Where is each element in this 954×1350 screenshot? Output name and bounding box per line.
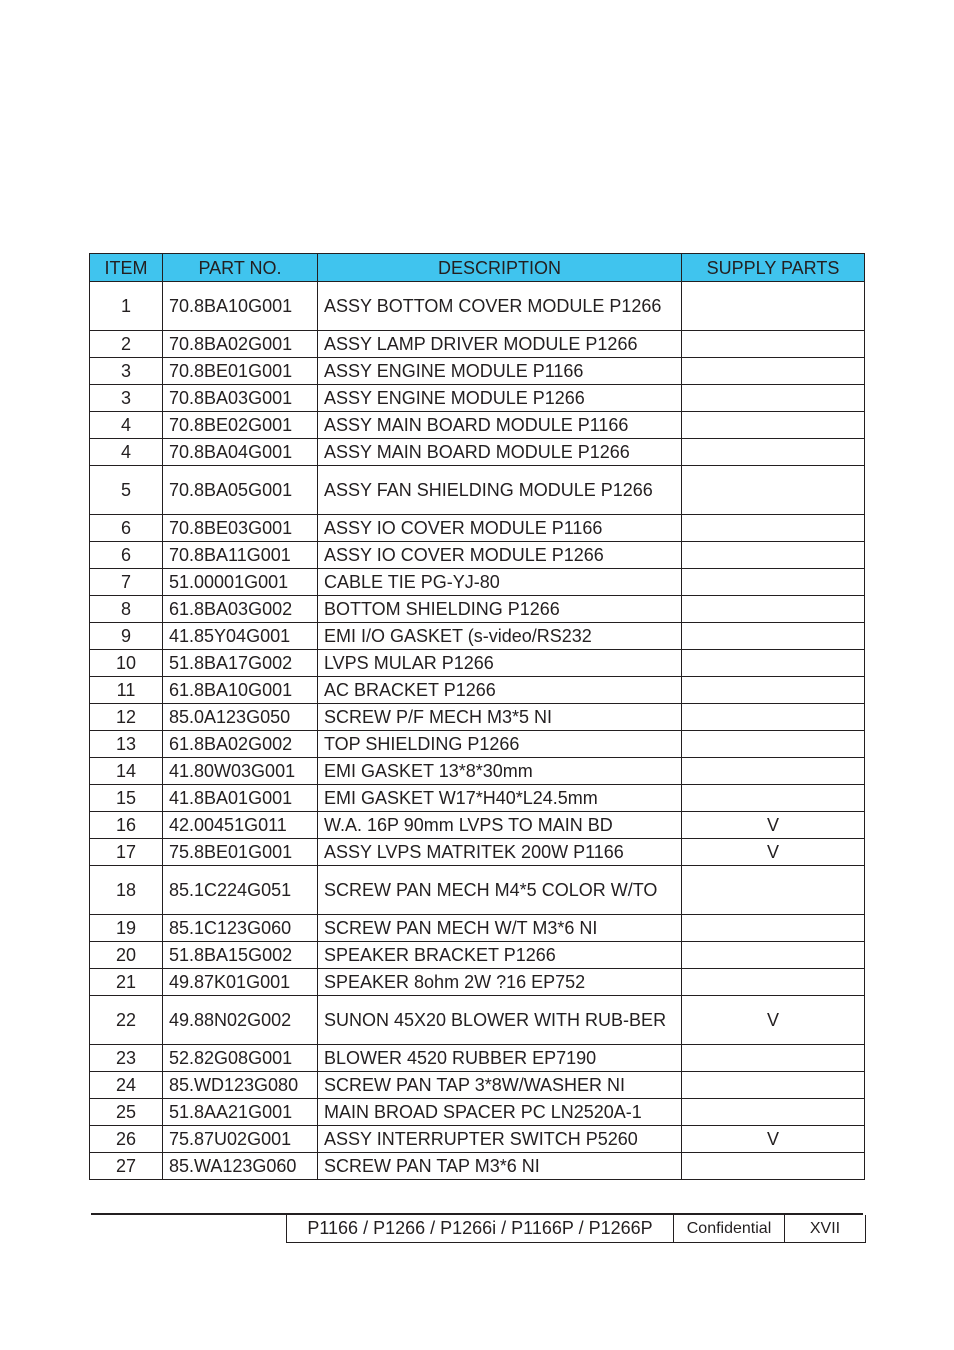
supply-parts-cell (682, 331, 865, 358)
description-cell: BOTTOM SHIELDING P1266 (318, 596, 682, 623)
description-cell: SPEAKER BRACKET P1266 (318, 942, 682, 969)
table-row (90, 515, 865, 542)
item-cell: 4 (90, 439, 163, 466)
footer-models: P1166 / P1266 / P1266i / P1166P / P1266P (287, 1215, 674, 1243)
item-cell: 18 (90, 866, 163, 915)
part-no-cell: 70.8BA11G001 (163, 542, 318, 569)
part-no-cell: 70.8BE02G001 (163, 412, 318, 439)
part-no-cell: 70.8BA02G001 (163, 331, 318, 358)
item-cell: 22 (90, 996, 163, 1045)
item-cell: 10 (90, 650, 163, 677)
item-cell: 11 (90, 677, 163, 704)
table-row (90, 996, 865, 1045)
description-cell: SCREW PAN MECH M4*5 COLOR W/TO (318, 866, 682, 915)
supply-parts-cell (682, 1045, 865, 1072)
item-cell: 5 (90, 466, 163, 515)
supply-parts-cell (682, 569, 865, 596)
supply-parts-cell (682, 385, 865, 412)
item-cell: 20 (90, 942, 163, 969)
item-cell: 3 (90, 358, 163, 385)
table-row (90, 466, 865, 515)
header-part-no: PART NO. (163, 254, 318, 282)
item-cell: 15 (90, 785, 163, 812)
part-no-cell: 70.8BA04G001 (163, 439, 318, 466)
supply-parts-cell: V (682, 839, 865, 866)
part-no-cell: 51.8BA15G002 (163, 942, 318, 969)
item-cell: 23 (90, 1045, 163, 1072)
item-cell: 6 (90, 515, 163, 542)
description-cell: ASSY MAIN BOARD MODULE P1166 (318, 412, 682, 439)
part-no-cell: 85.WD123G080 (163, 1072, 318, 1099)
item-cell: 4 (90, 412, 163, 439)
supply-parts-cell (682, 542, 865, 569)
table-row (90, 1153, 865, 1180)
table-row (90, 412, 865, 439)
item-cell: 16 (90, 812, 163, 839)
table-row (90, 785, 865, 812)
part-no-cell: 51.00001G001 (163, 569, 318, 596)
table-row (90, 969, 865, 996)
part-no-cell: 70.8BA05G001 (163, 466, 318, 515)
description-cell: LVPS MULAR P1266 (318, 650, 682, 677)
table-row (90, 439, 865, 466)
part-no-cell: 70.8BE03G001 (163, 515, 318, 542)
description-cell: AC BRACKET P1266 (318, 677, 682, 704)
part-no-cell: 41.8BA01G001 (163, 785, 318, 812)
supply-parts-cell (682, 942, 865, 969)
description-cell: SCREW PAN TAP 3*8W/WASHER NI (318, 1072, 682, 1099)
item-cell: 6 (90, 542, 163, 569)
description-cell: BLOWER 4520 RUBBER EP7190 (318, 1045, 682, 1072)
supply-parts-cell (682, 915, 865, 942)
table-row (90, 812, 865, 839)
item-cell: 17 (90, 839, 163, 866)
part-no-cell: 85.1C123G060 (163, 915, 318, 942)
parts-list-table (89, 253, 865, 1180)
supply-parts-cell: V (682, 1126, 865, 1153)
description-cell: ASSY ENGINE MODULE P1266 (318, 385, 682, 412)
supply-parts-cell (682, 439, 865, 466)
table-row (90, 596, 865, 623)
supply-parts-cell (682, 731, 865, 758)
item-cell: 25 (90, 1099, 163, 1126)
footer-confidential: Confidential (674, 1215, 785, 1243)
part-no-cell: 61.8BA02G002 (163, 731, 318, 758)
item-cell: 27 (90, 1153, 163, 1180)
footer-page-number: XVII (785, 1215, 866, 1243)
supply-parts-cell (682, 650, 865, 677)
page-footer (286, 1215, 866, 1243)
item-cell: 9 (90, 623, 163, 650)
supply-parts-cell (682, 282, 865, 331)
table-row (90, 1099, 865, 1126)
description-cell: SCREW PAN MECH W/T M3*6 NI (318, 915, 682, 942)
description-cell: CABLE TIE PG-YJ-80 (318, 569, 682, 596)
part-no-cell: 61.8BA03G002 (163, 596, 318, 623)
part-no-cell: 85.WA123G060 (163, 1153, 318, 1180)
part-no-cell: 75.87U02G001 (163, 1126, 318, 1153)
supply-parts-cell (682, 1072, 865, 1099)
part-no-cell: 70.8BA10G001 (163, 282, 318, 331)
supply-parts-cell (682, 358, 865, 385)
item-cell: 3 (90, 385, 163, 412)
table-row (90, 942, 865, 969)
part-no-cell: 85.1C224G051 (163, 866, 318, 915)
item-cell: 26 (90, 1126, 163, 1153)
table-row (90, 839, 865, 866)
supply-parts-cell (682, 758, 865, 785)
table-row (90, 704, 865, 731)
supply-parts-cell (682, 1099, 865, 1126)
description-cell: SUNON 45X20 BLOWER WITH RUB-BER (318, 996, 682, 1045)
supply-parts-cell: V (682, 812, 865, 839)
table-row (90, 542, 865, 569)
table-row (90, 282, 865, 331)
description-cell: ASSY IO COVER MODULE P1166 (318, 515, 682, 542)
description-cell: SCREW PAN TAP M3*6 NI (318, 1153, 682, 1180)
table-row (90, 677, 865, 704)
supply-parts-cell (682, 1153, 865, 1180)
part-no-cell: 52.82G08G001 (163, 1045, 318, 1072)
item-cell: 13 (90, 731, 163, 758)
item-cell: 14 (90, 758, 163, 785)
table-row (90, 569, 865, 596)
header-description: DESCRIPTION (318, 254, 682, 282)
table-row (90, 358, 865, 385)
description-cell: ASSY ENGINE MODULE P1166 (318, 358, 682, 385)
description-cell: EMI GASKET W17*H40*L24.5mm (318, 785, 682, 812)
description-cell: MAIN BROAD SPACER PC LN2520A-1 (318, 1099, 682, 1126)
part-no-cell: 75.8BE01G001 (163, 839, 318, 866)
description-cell: SCREW P/F MECH M3*5 NI (318, 704, 682, 731)
table-row (90, 866, 865, 915)
item-cell: 7 (90, 569, 163, 596)
part-no-cell: 49.88N02G002 (163, 996, 318, 1045)
description-cell: EMI I/O GASKET (s-video/RS232 (318, 623, 682, 650)
supply-parts-cell (682, 412, 865, 439)
supply-parts-cell (682, 704, 865, 731)
part-no-cell: 51.8AA21G001 (163, 1099, 318, 1126)
part-no-cell: 70.8BE01G001 (163, 358, 318, 385)
table-row (90, 1072, 865, 1099)
supply-parts-cell (682, 785, 865, 812)
table-row (90, 758, 865, 785)
header-supply-parts: SUPPLY PARTS (682, 254, 865, 282)
table-row (90, 385, 865, 412)
part-no-cell: 85.0A123G050 (163, 704, 318, 731)
item-cell: 21 (90, 969, 163, 996)
table-row (90, 650, 865, 677)
part-no-cell: 41.85Y04G001 (163, 623, 318, 650)
description-cell: ASSY BOTTOM COVER MODULE P1266 (318, 282, 682, 331)
description-cell: ASSY LAMP DRIVER MODULE P1266 (318, 331, 682, 358)
description-cell: ASSY LVPS MATRITEK 200W P1166 (318, 839, 682, 866)
item-cell: 24 (90, 1072, 163, 1099)
description-cell: ASSY INTERRUPTER SWITCH P5260 (318, 1126, 682, 1153)
part-no-cell: 42.00451G011 (163, 812, 318, 839)
supply-parts-cell (682, 466, 865, 515)
description-cell: W.A. 16P 90mm LVPS TO MAIN BD (318, 812, 682, 839)
description-cell: SPEAKER 8ohm 2W ?16 EP752 (318, 969, 682, 996)
table-row (90, 915, 865, 942)
table-row (90, 331, 865, 358)
table-header-row (90, 254, 865, 282)
part-no-cell: 41.80W03G001 (163, 758, 318, 785)
item-cell: 2 (90, 331, 163, 358)
table-row (90, 623, 865, 650)
parts-table-body (90, 282, 865, 1180)
item-cell: 19 (90, 915, 163, 942)
header-item: ITEM (90, 254, 163, 282)
table-row (90, 1045, 865, 1072)
item-cell: 8 (90, 596, 163, 623)
description-cell: TOP SHIELDING P1266 (318, 731, 682, 758)
table-row (90, 731, 865, 758)
item-cell: 1 (90, 282, 163, 331)
supply-parts-cell (682, 866, 865, 915)
description-cell: EMI GASKET 13*8*30mm (318, 758, 682, 785)
supply-parts-cell (682, 969, 865, 996)
part-no-cell: 51.8BA17G002 (163, 650, 318, 677)
item-cell: 12 (90, 704, 163, 731)
description-cell: ASSY FAN SHIELDING MODULE P1266 (318, 466, 682, 515)
table-row (90, 1126, 865, 1153)
description-cell: ASSY MAIN BOARD MODULE P1266 (318, 439, 682, 466)
part-no-cell: 49.87K01G001 (163, 969, 318, 996)
description-cell: ASSY IO COVER MODULE P1266 (318, 542, 682, 569)
supply-parts-cell: V (682, 996, 865, 1045)
supply-parts-cell (682, 596, 865, 623)
supply-parts-cell (682, 677, 865, 704)
supply-parts-cell (682, 515, 865, 542)
supply-parts-cell (682, 623, 865, 650)
part-no-cell: 70.8BA03G001 (163, 385, 318, 412)
part-no-cell: 61.8BA10G001 (163, 677, 318, 704)
